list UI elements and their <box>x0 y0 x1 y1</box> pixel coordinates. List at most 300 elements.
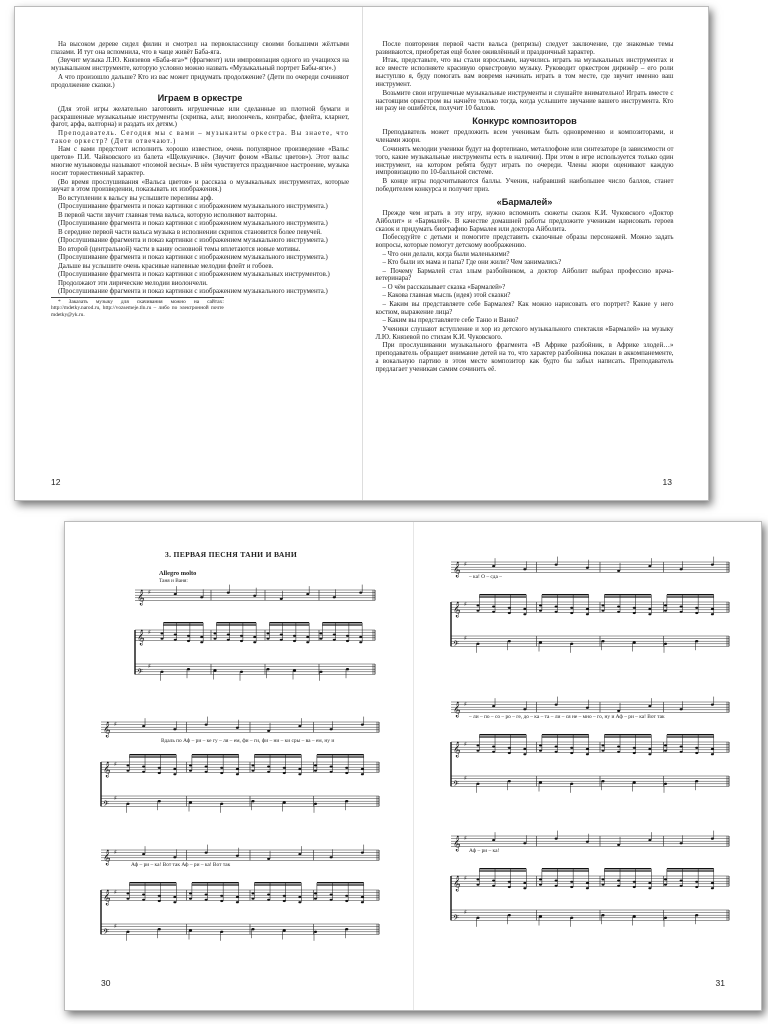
note-head <box>555 838 558 840</box>
sharp-icon: ♯ <box>464 874 467 882</box>
note-head <box>220 803 223 805</box>
note-head <box>236 896 239 898</box>
note-beam <box>317 756 364 757</box>
sharp-icon: ♯ <box>464 834 467 842</box>
note-beam <box>192 756 239 757</box>
note-head <box>267 766 270 768</box>
note-head <box>236 901 239 903</box>
sharp-icon: ♯ <box>114 922 117 930</box>
note-beam <box>542 734 589 735</box>
note-head <box>477 610 480 612</box>
note-head <box>695 752 698 754</box>
note-head <box>695 607 698 609</box>
note-beam <box>192 884 239 885</box>
note-head <box>477 878 480 880</box>
staff <box>451 909 729 925</box>
note-head <box>298 901 301 903</box>
section-heading: Играем в оркестре <box>157 92 243 103</box>
note-head <box>236 773 239 775</box>
note-head <box>633 607 636 609</box>
note-head <box>664 917 667 919</box>
note-beam <box>192 754 239 755</box>
treble-clef-icon: 𝄞 <box>103 762 111 778</box>
question-item: – Что они делали, когда были маленькими? <box>382 250 510 258</box>
paragraph: При прослушивании музыкального фрагмента «В Африке разбойник, в Африке злодей…» преподаватель обращает внимание детей на то, что характер разбойника показан в аккомпанементе, а вокальную партию в этом месте композитор как будто бы забыл написать. Преподаватель предлагает ученикам самим сочинить её. <box>375 342 674 373</box>
note-head <box>298 725 301 727</box>
sharp-icon: ♯ <box>114 848 117 856</box>
note-head <box>142 725 145 727</box>
note-head <box>680 842 683 844</box>
paragraph: Дальше вы услышите очень красивые напевные мелодии флейт и гобоев. <box>58 262 274 270</box>
note-head <box>330 728 333 730</box>
paragraph: После повторения первой части вальса (репризы) следует заключение, где знакомые темы развиваются, приобретая ещё более оживлённый и праздничный характер. <box>375 41 674 56</box>
sharp-icon: ♯ <box>114 760 117 768</box>
note-head <box>602 750 605 752</box>
note-beam <box>254 754 301 755</box>
note-head <box>173 768 176 770</box>
note-beam <box>192 882 239 883</box>
page-left-30 <box>65 522 413 1010</box>
note-head <box>617 885 620 887</box>
note-head <box>508 780 511 782</box>
note-beam <box>129 754 176 755</box>
note-head <box>187 668 190 670</box>
staff <box>451 601 729 618</box>
note-head <box>492 746 495 748</box>
note-beam <box>667 596 714 597</box>
paragraph: Во вступлении к вальсу вы услышите переливы арф. <box>58 194 214 202</box>
note-head <box>205 724 208 726</box>
note-head <box>251 928 254 930</box>
staff <box>101 795 379 811</box>
note-head <box>214 638 217 640</box>
section-heading: «Бармалей» <box>496 196 553 207</box>
note-head <box>680 751 683 753</box>
note-head <box>205 899 208 901</box>
note-head <box>711 748 714 750</box>
note-head <box>492 751 495 753</box>
note-head <box>664 783 667 785</box>
question-item: – Кто были их мама и папа? Где они жили? Чем занимались? <box>382 259 562 266</box>
note-head <box>283 895 286 897</box>
note-head <box>617 710 620 712</box>
note-head <box>161 632 164 634</box>
paragraph: На высоком дереве сидел филин и смотрел на первоклассницу своими большими жёлтыми глазами. И тут она вспомнила, что в чаще живёт Баба-яга. <box>51 41 349 56</box>
paragraph: Ученики слушают вступление и хор из детского музыкального спектакля «Бармалей» на музыку Л.Ю. Князевой по стихам К.И. Чуковского. <box>375 325 674 341</box>
treble-clef-icon: 𝄞 <box>453 836 461 852</box>
note-head <box>476 783 479 785</box>
note-head <box>220 772 223 774</box>
note-head <box>539 604 542 606</box>
note-beam <box>667 868 714 869</box>
lyrics-line: Аф – ри – ка! Вот так Аф – ри – ка! Вот так <box>131 862 231 868</box>
note-head <box>570 607 573 609</box>
note-head <box>158 900 161 902</box>
page-right-31 <box>413 522 761 1010</box>
paragraph: Сочинять мелодии ученики будут на фортепиано, металлофоне или синтезаторе (в зависимости от того, какие музыкальные инструменты есть в наличии). При этом в игре используется только один инструмент, на котором ребята будут играть по очереди. Члены жюри оценивают каждую импровизацию по 10-балльной системе. <box>375 145 674 177</box>
note-head <box>267 899 270 901</box>
note-head <box>664 643 667 645</box>
note-head <box>648 565 651 567</box>
note-head <box>345 767 348 769</box>
note-head <box>240 635 243 637</box>
note-head <box>319 671 322 673</box>
note-head <box>695 886 698 888</box>
section-heading: Конкурс композиторов <box>472 116 577 127</box>
note-head <box>586 613 589 615</box>
note-head <box>633 886 636 888</box>
staff <box>135 589 375 606</box>
note-head <box>633 747 636 749</box>
note-head <box>252 892 255 894</box>
note-head <box>252 770 255 772</box>
note-head <box>570 752 573 754</box>
note-head <box>523 613 526 615</box>
note-head <box>280 639 283 641</box>
note-head <box>492 611 495 613</box>
sharp-icon: ♯ <box>464 700 467 708</box>
note-head <box>359 641 362 643</box>
note-head <box>602 610 605 612</box>
paragraph: (Прослушивание фрагмента и показ картинки с изображением музыкальных инструментов.) <box>58 271 330 279</box>
note-beam <box>254 756 301 757</box>
bass-clef-icon: 𝄢 <box>453 914 459 925</box>
note-head <box>601 914 604 916</box>
note-head <box>293 669 296 671</box>
note-beam <box>542 870 589 871</box>
note-head <box>283 801 286 803</box>
note-head <box>174 634 177 636</box>
sharp-icon: ♯ <box>148 628 151 636</box>
note-beam <box>604 596 651 597</box>
paragraph: Продолжают эти лирические мелодии виолончели. <box>58 279 208 287</box>
note-head <box>330 899 333 901</box>
note-head <box>227 634 230 636</box>
note-beam <box>129 882 176 883</box>
lyrics-line: – ли – по – со – ро – ге, до – ка – та – ли – ся не – мно – го, ну и Аф – ри – ка! Вот так <box>469 714 665 720</box>
note-head <box>617 570 620 572</box>
note-beam <box>479 734 526 735</box>
note-head <box>314 931 317 933</box>
note-beam <box>269 622 309 623</box>
note-beam <box>667 594 714 595</box>
note-head <box>695 612 698 614</box>
note-head <box>711 838 714 840</box>
note-head <box>306 641 309 643</box>
note-head <box>711 882 714 884</box>
note-head <box>648 705 651 707</box>
note-head <box>240 671 243 673</box>
sharp-icon: ♯ <box>114 888 117 896</box>
note-head <box>711 608 714 610</box>
note-head <box>477 604 480 606</box>
note-head <box>648 753 651 755</box>
note-head <box>330 766 333 768</box>
note-head <box>142 853 145 855</box>
paragraph: Побеседуйте с детьми и помогите представить сказочные образы персонажей. Можно задать вопросы, которые помогут детскому воображению. <box>375 234 674 249</box>
note-head <box>648 839 651 841</box>
note-beam <box>542 868 589 869</box>
note-head <box>555 751 558 753</box>
tempo-marking: Allegro molto <box>159 570 197 577</box>
note-beam <box>129 884 176 885</box>
treble-clef-icon: 𝄞 <box>137 630 145 646</box>
note-head <box>711 564 714 566</box>
sharp-icon: ♯ <box>148 588 151 596</box>
lyrics-line: – ка! О – сда – <box>469 574 502 580</box>
paragraph: (Во время прослушивания «Вальса цветов» и рассказа о музыкальных инструментах, которые звучат в этом произведении, показывать их изображения.) <box>51 178 349 194</box>
note-beam <box>542 596 589 597</box>
note-head <box>711 613 714 615</box>
paragraph: Возьмите свои игрушечные музыкальные инструменты и слушайте внимательно! Играть вместе с настоящим оркестром вы начнёте только тогда, когда услышите звучание вашего инструмента. Кто ни разу не ошибётся, получит 10 баллов. <box>375 89 674 113</box>
paragraph: Преподаватель может предложить всем ученикам быть одновременно и композиторами, и членами жюри. <box>375 129 674 145</box>
note-head <box>361 768 364 770</box>
bass-clef-icon: 𝄢 <box>453 780 459 791</box>
note-head <box>200 596 203 598</box>
note-head <box>298 773 301 775</box>
note-head <box>200 636 203 638</box>
sharp-icon: ♯ <box>114 720 117 728</box>
note-head <box>695 780 698 782</box>
note-beam <box>163 624 203 625</box>
paragraph: (Для этой игры желательно заготовить игрушечные или сделанные из плотной бумаги и раскрашенные музыкальные инструменты (скрипка, альт, виолончель, контрабас, флейта, кларнет, фагот, арфа, валторна) и раздать их детям.) <box>51 105 349 129</box>
staff <box>451 741 729 758</box>
note-head <box>251 800 254 802</box>
note-head <box>523 748 526 750</box>
note-head <box>555 611 558 613</box>
note-head <box>213 669 216 671</box>
note-head <box>142 899 145 901</box>
note-head <box>127 898 130 900</box>
note-head <box>617 606 620 608</box>
note-head <box>648 887 651 889</box>
note-head <box>617 880 620 882</box>
note-head <box>346 635 349 637</box>
music-system <box>101 716 379 828</box>
note-head <box>617 746 620 748</box>
note-head <box>173 901 176 903</box>
paragraph: (Прослушивание фрагмента и показ картинки с изображением музыкального инструмента.) <box>58 288 328 296</box>
note-head <box>586 567 589 569</box>
note-head <box>314 892 317 894</box>
staff <box>101 761 379 778</box>
note-head <box>695 640 698 642</box>
sharp-icon: ♯ <box>464 560 467 568</box>
note-head <box>602 604 605 606</box>
note-head <box>174 639 177 641</box>
note-head <box>127 764 130 766</box>
note-head <box>586 753 589 755</box>
paragraph: Итак, представьте, что вы стали взрослыми, научились играть на музыкальных инструментах и все вместе исполняете красивую оркестровую музыку. Руководит оркестром дирижёр – его роли выступлю я, буду помогать вам вовремя начинать играть в том месте, где звучит именно ваш инструмент. <box>375 57 674 89</box>
sharp-icon: ♯ <box>464 634 467 642</box>
note-beam <box>542 594 589 595</box>
note-beam <box>479 736 526 737</box>
note-head <box>539 878 542 880</box>
note-head <box>602 884 605 886</box>
note-head <box>361 724 364 726</box>
note-head <box>346 668 349 670</box>
note-head <box>680 746 683 748</box>
note-head <box>267 632 270 634</box>
text-book-spread <box>14 6 709 501</box>
note-head <box>158 895 161 897</box>
note-head <box>267 894 270 896</box>
note-head <box>617 611 620 613</box>
note-beam <box>163 622 203 623</box>
note-head <box>240 640 243 642</box>
note-head <box>711 753 714 755</box>
note-head <box>333 639 336 641</box>
note-head <box>220 900 223 902</box>
note-head <box>127 892 130 894</box>
treble-clef-icon: 𝄞 <box>137 590 145 606</box>
paragraph: (Прослушивание фрагмента и показ картинки с изображением музыкального инструмента.) <box>58 254 328 262</box>
note-head <box>189 898 192 900</box>
note-head <box>361 852 364 854</box>
voices-label: Таня и Ваня: <box>159 578 188 584</box>
note-head <box>602 744 605 746</box>
note-beam <box>479 868 526 869</box>
note-head <box>220 767 223 769</box>
treble-clef-icon: 𝄞 <box>453 876 461 892</box>
note-head <box>570 886 573 888</box>
bass-clef-icon: 𝄢 <box>103 928 109 939</box>
note-head <box>476 917 479 919</box>
note-beam <box>322 622 362 623</box>
note-head <box>601 640 604 642</box>
lyrics-line: Аф – ри – ка! <box>469 848 500 854</box>
note-head <box>280 598 283 600</box>
note-head <box>633 881 636 883</box>
paragraph: (Прослушивание фрагмента и показ картинки с изображением музыкального инструмента.) <box>58 220 328 228</box>
note-beam <box>479 594 526 595</box>
note-head <box>306 636 309 638</box>
note-head <box>680 880 683 882</box>
staff <box>101 923 379 939</box>
note-head <box>523 753 526 755</box>
note-head <box>570 917 573 919</box>
note-head <box>187 635 190 637</box>
note-head <box>205 766 208 768</box>
question-item: – Каким вы представляете себе Таню и Ваню? <box>382 317 519 325</box>
page-left-12 <box>15 7 362 500</box>
note-head <box>306 593 309 595</box>
note-head <box>570 612 573 614</box>
note-head <box>227 592 230 594</box>
note-head <box>477 884 480 886</box>
note-head <box>648 608 651 610</box>
note-head <box>205 894 208 896</box>
note-head <box>361 773 364 775</box>
note-head <box>126 803 129 805</box>
paragraph: Во второй (центральной) части в канву основной темы вплетаются новые мотивы. <box>58 245 301 253</box>
staff <box>451 875 729 892</box>
question-item: – Каким вы представляете себе Бармалея? Как можно нарисовать его портрет? Какие у него костюм, выражение лица? <box>375 300 674 316</box>
note-beam <box>604 870 651 871</box>
paragraph: (Прослушивание фрагмента и показ картинки с изображением музыкального инструмента.) <box>58 203 328 211</box>
sharp-icon: ♯ <box>464 908 467 916</box>
note-head <box>633 641 636 643</box>
note-head <box>664 884 667 886</box>
paragraph: (Прослушивание фрагмента и показ картинки с изображением музыкального инструмента.) <box>58 237 328 245</box>
note-head <box>508 747 511 749</box>
note-head <box>711 704 714 706</box>
note-head <box>539 641 542 643</box>
note-head <box>601 780 604 782</box>
note-head <box>492 565 495 567</box>
note-head <box>227 639 230 641</box>
treble-clef-icon: 𝄞 <box>103 722 111 738</box>
note-head <box>236 855 239 857</box>
note-beam <box>269 624 309 625</box>
note-head <box>345 772 348 774</box>
treble-clef-icon: 𝄞 <box>103 850 111 866</box>
paragraph: В конце игры подсчитываются баллы. Ученик, набравший наибольшее число баллов, станет победителем конкурса и получит приз. <box>375 177 674 193</box>
treble-clef-icon: 𝄞 <box>453 742 461 758</box>
note-head <box>236 727 239 729</box>
note-beam <box>542 736 589 737</box>
note-head <box>586 887 589 889</box>
sheet-music-spread <box>64 521 762 1011</box>
note-head <box>158 800 161 802</box>
paragraph: (Звучит музыка Л.Ю. Князевов «Баба-яга»* (фрагмент) или импровизация одного из учащихся на музыкальном инструменте, которую условно можно назвать «Музыкальный портрет Бабы-яги».) <box>51 57 349 73</box>
note-head <box>539 781 542 783</box>
note-head <box>267 638 270 640</box>
note-head <box>236 768 239 770</box>
sharp-icon: ♯ <box>148 662 151 670</box>
note-head <box>477 750 480 752</box>
paragraph: В середине первой части вальса музыка в исполнении скрипок становится более певучей. <box>58 228 322 236</box>
note-head <box>252 764 255 766</box>
note-head <box>293 640 296 642</box>
note-head <box>648 748 651 750</box>
note-head <box>539 610 542 612</box>
note-head <box>492 606 495 608</box>
note-head <box>570 747 573 749</box>
note-head <box>314 764 317 766</box>
sharp-icon: ♯ <box>464 600 467 608</box>
note-head <box>253 595 256 597</box>
note-head <box>314 770 317 772</box>
note-head <box>539 744 542 746</box>
paragraph: А что произошло дальше? Кто из вас может придумать продолжение? (Дети по очереди сочиняют продолжение сказки.) <box>51 73 349 89</box>
note-head <box>695 747 698 749</box>
note-head <box>523 708 526 710</box>
note-head <box>555 885 558 887</box>
music-system <box>101 844 379 956</box>
note-head <box>523 568 526 570</box>
note-head <box>680 611 683 613</box>
note-beam <box>317 882 364 883</box>
note-head <box>142 894 145 896</box>
note-head <box>523 882 526 884</box>
note-head <box>680 708 683 710</box>
music-system <box>451 696 729 808</box>
note-head <box>633 781 636 783</box>
note-head <box>361 901 364 903</box>
note-head <box>333 634 336 636</box>
note-head <box>492 885 495 887</box>
note-head <box>330 894 333 896</box>
staff <box>101 889 379 906</box>
note-head <box>346 640 349 642</box>
note-head <box>695 914 698 916</box>
note-head <box>158 767 161 769</box>
sharp-icon: ♯ <box>114 794 117 802</box>
note-head <box>476 643 479 645</box>
note-head <box>173 896 176 898</box>
note-head <box>345 800 348 802</box>
